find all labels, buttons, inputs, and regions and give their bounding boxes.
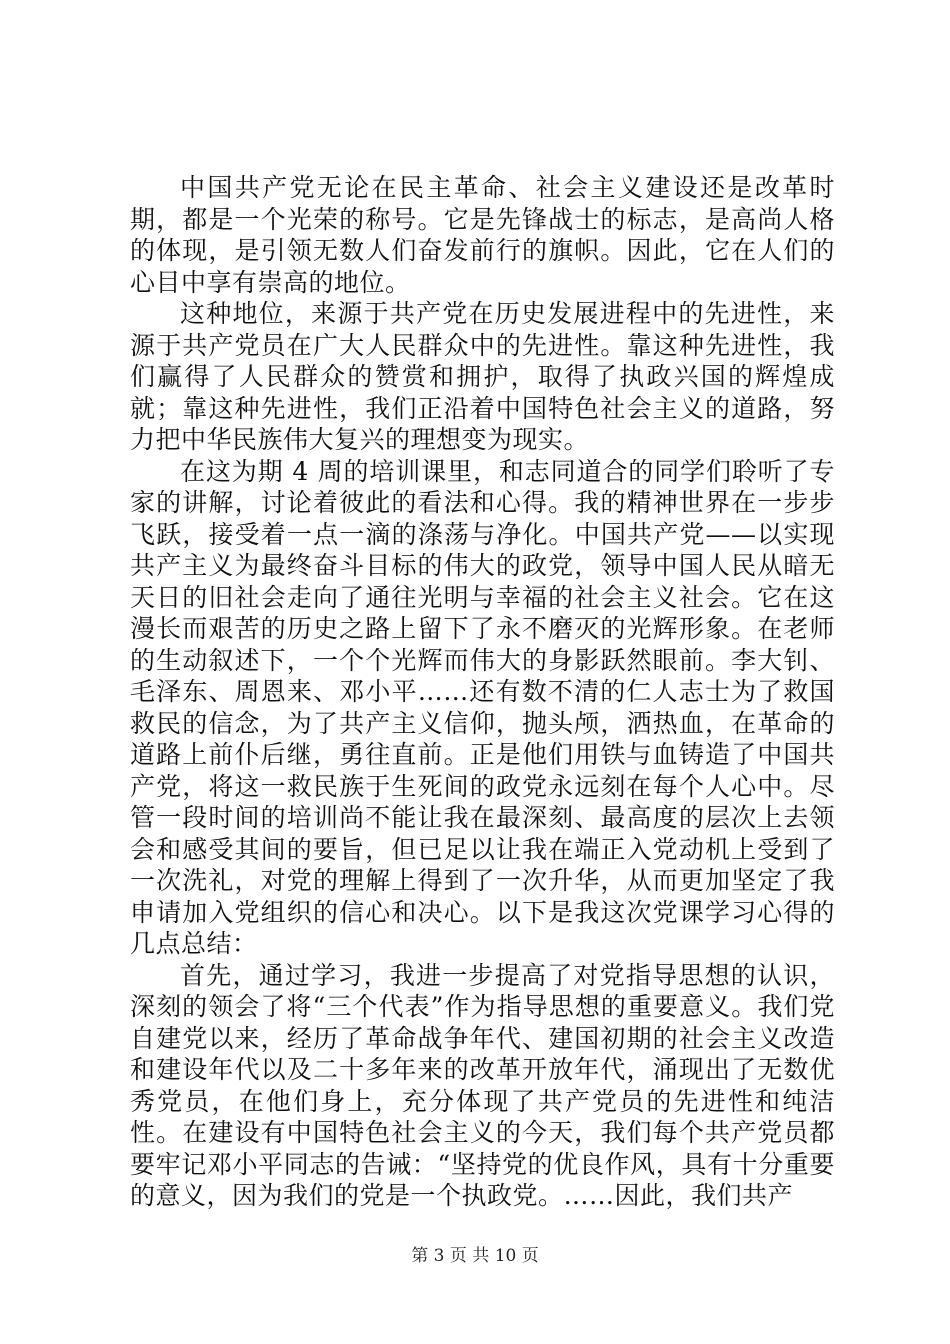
page-footer: [0, 1241, 950, 1266]
paragraph-2: 这种地位，来源于共产党在历史发展进程中的先进性，来源于共产党员在广大人民群众中的先进性。靠这种先进性，我们赢得了人民群众的赞赏和拥护，取得了执政兴国的辉煌成就；靠这种先进性，我们正沿着中国特色社会主义的道路，努力把中华民族伟大复兴的理想变为现实。: [130, 299, 835, 454]
paragraph-1: 中国共产党无论在民主革命、社会主义建设还是改革时期，都是一个光荣的称号。它是先锋战士的标志，是高尚人格的体现，是引领无数人们奋发前行的旗帜。因此，它在人们的心目中享有崇高的地位。: [130, 173, 835, 297]
paragraph-4: 首先，通过学习，我进一步提高了对党指导思想的认识，深刻的领会了将“三个代表”作为指导思想的重要意义。我们党自建党以来，经历了革命战争年代、建国初期的社会主义改造和建设年代以及二十多年来的改革开放年代，涌现出了无数优秀党员，在他们身上，充分体现了共产党员的先进性和纯洁性。在建设有中国特色社会主义的今天，我们每个共产党员都要牢记邓小平同志的告诫：“坚持党的优良作风，具有十分重要的意义，因为我们的党是一个执政党。……因此，我们共产: [130, 960, 835, 1210]
paragraph-3: 在这为期 4 周的培训课里，和志同道合的同学们聆听了专家的讲解，讨论着彼此的看法和心得。我的精神世界在一步步飞跃，接受着一点一滴的涤荡与净化。中国共产党——以实现共产主义为最终奋斗目标的伟大的政党，领导中国人民从暗无天日的旧社会走向了通往光明与幸福的社会主义社会。它在这漫长而艰苦的历史之路上留下了永不磨灭的光辉形象。在老师的生动叙述下，一个个光辉而伟大的身影跃然眼前。李大钊、毛泽东、周恩来、邓小平……还有数不清的仁人志士为了救国救民的信念，为了共产主义信仰，抛头颅，洒热血，在革命的道路上前仆后继，勇往直前。正是他们用铁与血铸造了中国共产党，将这一救民族于生死间的政党永远刻在每个人心中。尽管一段时间的培训尚不能让我在最深刻、最高度的层次上去领会和感受其间的要旨，但已足以让我在端正入党动机上受到了一次洗礼，对党的理解上得到了一次升华，从而更加坚定了我申请加入党组织的信心和决心。以下是我这次党课学习心得的几点总结：: [130, 456, 835, 958]
page-number-label: 第 3 页 共 10 页: [411, 1246, 539, 1266]
document-body: [130, 172, 835, 1212]
